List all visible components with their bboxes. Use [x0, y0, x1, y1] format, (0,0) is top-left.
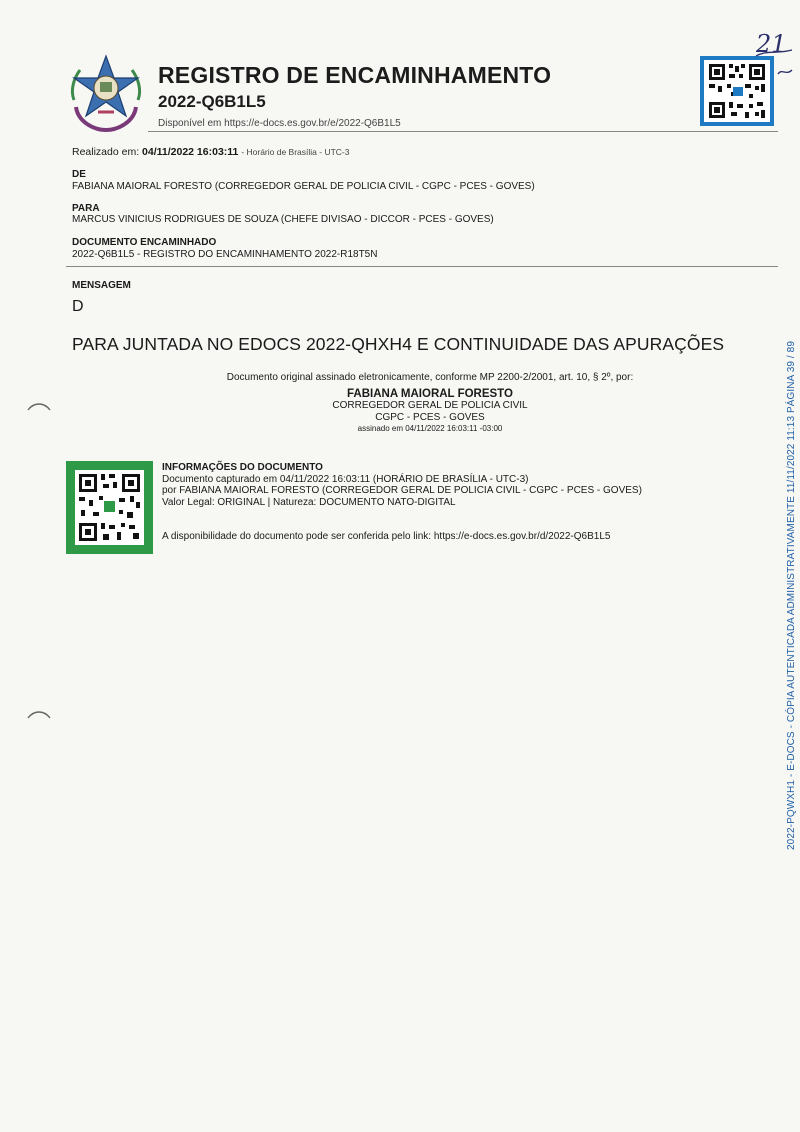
info-legal: Valor Legal: ORIGINAL | Natureza: DOCUMENTO NATO-DIGITAL	[162, 496, 456, 508]
realizado-datetime: 04/11/2022 16:03:11	[142, 146, 239, 158]
info-captured: Documento capturado em 04/11/2022 16:03:11 (HORÁRIO DE BRASÍLIA - UTC-3)	[162, 473, 529, 485]
section-divider	[66, 266, 778, 267]
signed-at: assinado em 04/11/2022 16:03:11 -03:00	[357, 424, 503, 433]
signer-role: CORREGEDOR GERAL DE POLICIA CIVIL	[332, 400, 528, 411]
verification-link[interactable]: A disponibilidade do documento pode ser conferida pelo link: https://e-docs.es.gov.br/d/2022-Q6B1L5	[162, 531, 611, 542]
handwritten-page-number	[752, 28, 798, 80]
realizado-em	[72, 146, 349, 158]
availability-link[interactable]: Disponível em https://e-docs.es.gov.br/e/2022-Q6B1L5	[158, 118, 401, 129]
qr-code-bottom-icon	[75, 470, 144, 545]
mensagem-text: PARA JUNTADA NO EDOCS 2022-QHXH4 E CONTINUIDADE DAS APURAÇÕES	[72, 334, 725, 354]
signature-block	[0, 388, 800, 433]
de-value: FABIANA MAIORAL FORESTO (CORREGEDOR GERAL DE POLICIA CIVIL - CGPC - PCES - GOVES)	[72, 181, 535, 192]
info-title: INFORMAÇÕES DO DOCUMENTO	[162, 462, 323, 473]
document-code: 2022-Q6B1L5	[158, 92, 266, 111]
document-info	[162, 462, 642, 508]
para-value: MARCUS VINICIUS RODRIGUES DE SOUZA (CHEFE DIVISAO - DICCOR - PCES - GOVES)	[72, 214, 494, 225]
documento-value: 2022-Q6B1L5 - REGISTRO DO ENCAMINHAMENTO 2022-R18T5N	[72, 249, 378, 260]
mensagem-letter: D	[72, 298, 84, 315]
header-divider	[148, 131, 778, 132]
signature-intro: Documento original assinado eletronicamente, conforme MP 2200-2/2001, art. 10, § 2º, por:	[226, 372, 634, 383]
punch-hole-mark	[26, 402, 52, 414]
qr-code-bottom[interactable]	[66, 461, 153, 554]
realizado-label: Realizado em:	[72, 146, 140, 158]
realizado-timezone: - Horário de Brasília - UTC-3	[241, 147, 350, 157]
authentication-side-stamp: 2022-PQWXH1 - E-DOCS - CÓPIA AUTENTICADA ADMINISTRATIVAMENTE 11/11/2022 11:13 PÁGINA 39 / 89	[786, 341, 797, 850]
signer-unit: CGPC - PCES - GOVES	[375, 412, 485, 423]
para-label: PARA	[72, 203, 100, 214]
punch-hole-mark	[26, 710, 52, 722]
svg-text:21: 21	[756, 30, 787, 58]
de-label: DE	[72, 169, 86, 180]
state-coat-of-arms-seal	[68, 52, 144, 132]
document-title: REGISTRO DE ENCAMINHAMENTO	[158, 62, 552, 88]
mensagem-label: MENSAGEM	[72, 280, 131, 291]
documento-label: DOCUMENTO ENCAMINHADO	[72, 237, 217, 248]
info-author: por FABIANA MAIORAL FORESTO (CORREGEDOR GERAL DE POLICIA CIVIL - CGPC - PCES - GOVES)	[162, 485, 642, 496]
signer-name: FABIANA MAIORAL FORESTO	[347, 388, 513, 400]
